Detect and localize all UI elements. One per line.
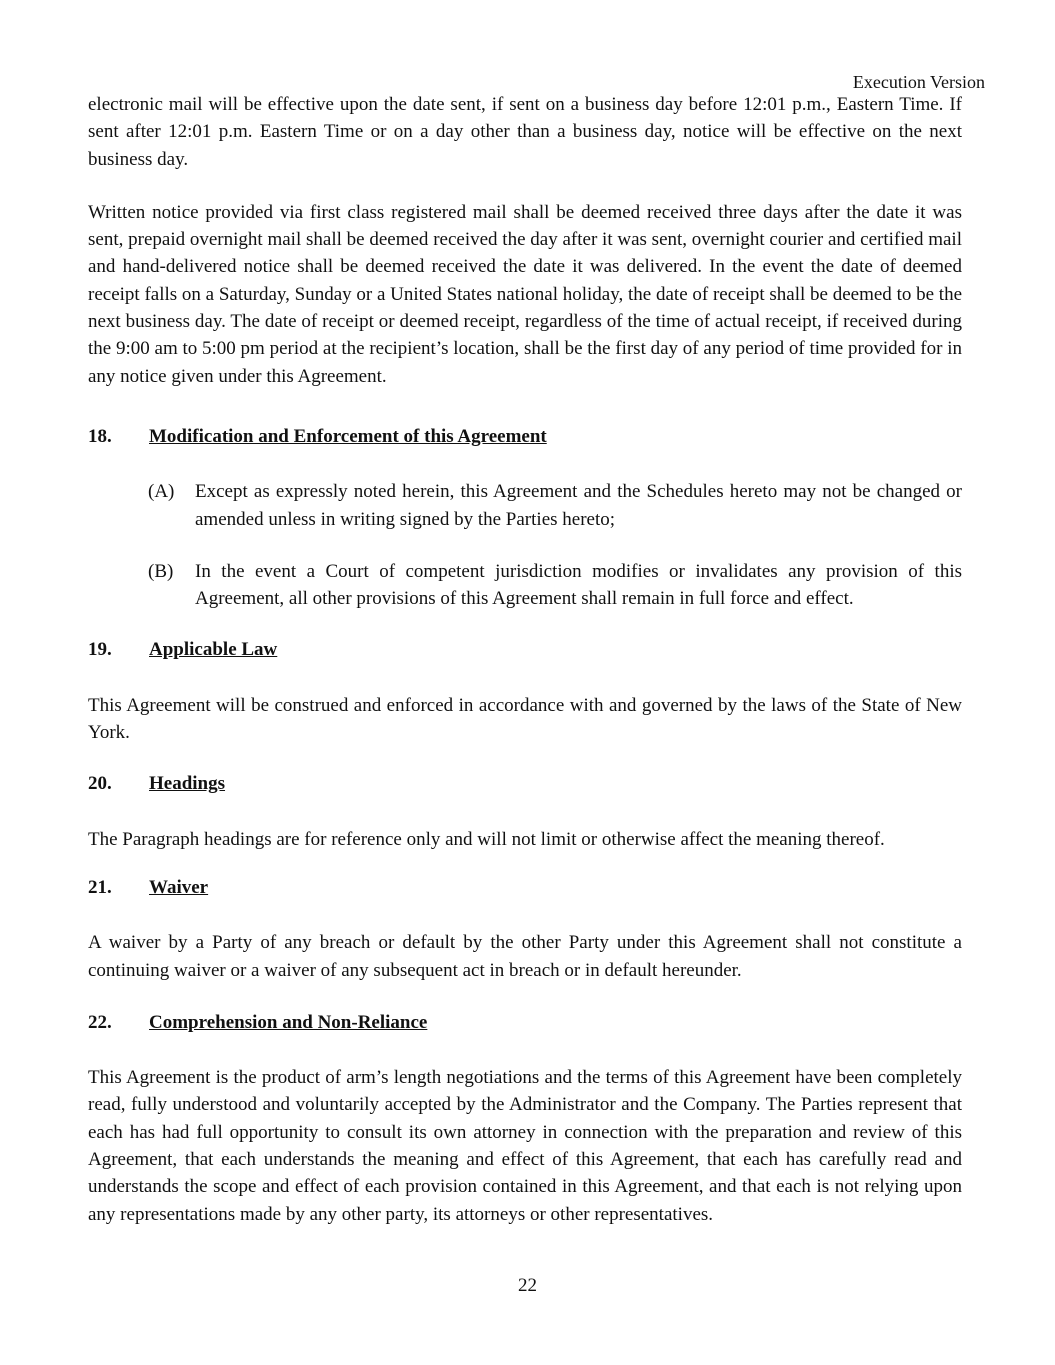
section-18-item-a xyxy=(88,478,962,533)
section-number: 18. xyxy=(88,425,112,447)
document-body xyxy=(88,91,962,1228)
item-text: Except as expressly noted herein, this Agreement and the Schedules hereto may not be changed or amended unless in writing signed by the Parties hereto; xyxy=(195,481,962,530)
section-number: 21. xyxy=(88,876,112,898)
section-18-item-b xyxy=(88,558,962,613)
section-22-body: This Agreement is the product of arm’s length negotiations and the terms of this Agreement have been completely read, fully understood and voluntarily accepted by the Administrator and the Company. The Parties represent that each has had full opportunity to consult its own attorney in connection with the preparation and review of this Agreement, that each understands the meaning and effect of this Agreement, that each has carefully read and understands the scope and effect of each provision contained in this Agreement, and that each is not relying upon any representations made by any other party, its attorneys or other representatives. xyxy=(88,1067,962,1225)
section-19-body: This Agreement will be construed and enforced in accordance with and governed by the laws of the State of New York. xyxy=(88,694,962,744)
section-21-heading xyxy=(88,874,962,901)
notice-written-paragraph: Written notice provided via first class registered mail shall be deemed received three days after the date it was sent, prepaid overnight mail shall be deemed received the day after it was sent, overnight courier and certified mail and hand-delivered notice shall be deemed received the date it was delivered. In the event the date of deemed receipt falls on a Saturday, Sunday or a United States national holiday, the date of receipt shall be deemed to be the next business day. The date of receipt or deemed receipt, regardless of the time of actual receipt, if received during the 9:00 am to 5:00 pm period at the recipient’s location, shall be the first day of any period of time provided for in any notice given under this Agreement. xyxy=(88,201,962,387)
section-21-body: A waiver by a Party of any breach or default by the other Party under this Agreement shall not constitute a continuing waiver or a waiver of any subsequent act in breach or in default hereunder. xyxy=(88,932,962,981)
section-number: 22. xyxy=(88,1011,112,1033)
section-20-body: The Paragraph headings are for reference only and will not limit or otherwise affect the meaning thereof. xyxy=(88,828,885,850)
section-19-heading xyxy=(88,636,962,663)
execution-version-label: Execution Version xyxy=(852,72,985,92)
item-label: (B) xyxy=(148,560,174,582)
section-number: 19. xyxy=(88,639,112,661)
section-title: Comprehension and Non-Reliance xyxy=(149,1011,428,1033)
section-number: 20. xyxy=(88,773,112,795)
section-20-heading xyxy=(88,770,962,797)
item-text: In the event a Court of competent jurisdiction modifies or invalidates any provision of this Agreement, all other provisions of this Agreement shall remain in full force and effect. xyxy=(195,560,962,610)
section-title: Applicable Law xyxy=(149,639,278,661)
section-title: Modification and Enforcement of this Agreement xyxy=(149,425,547,447)
notice-email-paragraph: electronic mail will be effective upon the date sent, if sent on a business day before 12:01 p.m., Eastern Time. If sent after 12:01 p.m. Eastern Time or on a day other than a business day, notice will be effective on the next business day. xyxy=(88,94,962,170)
section-title: Headings xyxy=(149,773,226,795)
section-title: Waiver xyxy=(149,876,209,898)
item-label: (A) xyxy=(148,481,175,503)
page-number: 22 xyxy=(518,1275,537,1296)
section-22-heading xyxy=(88,1009,962,1036)
section-18-heading xyxy=(88,423,962,450)
